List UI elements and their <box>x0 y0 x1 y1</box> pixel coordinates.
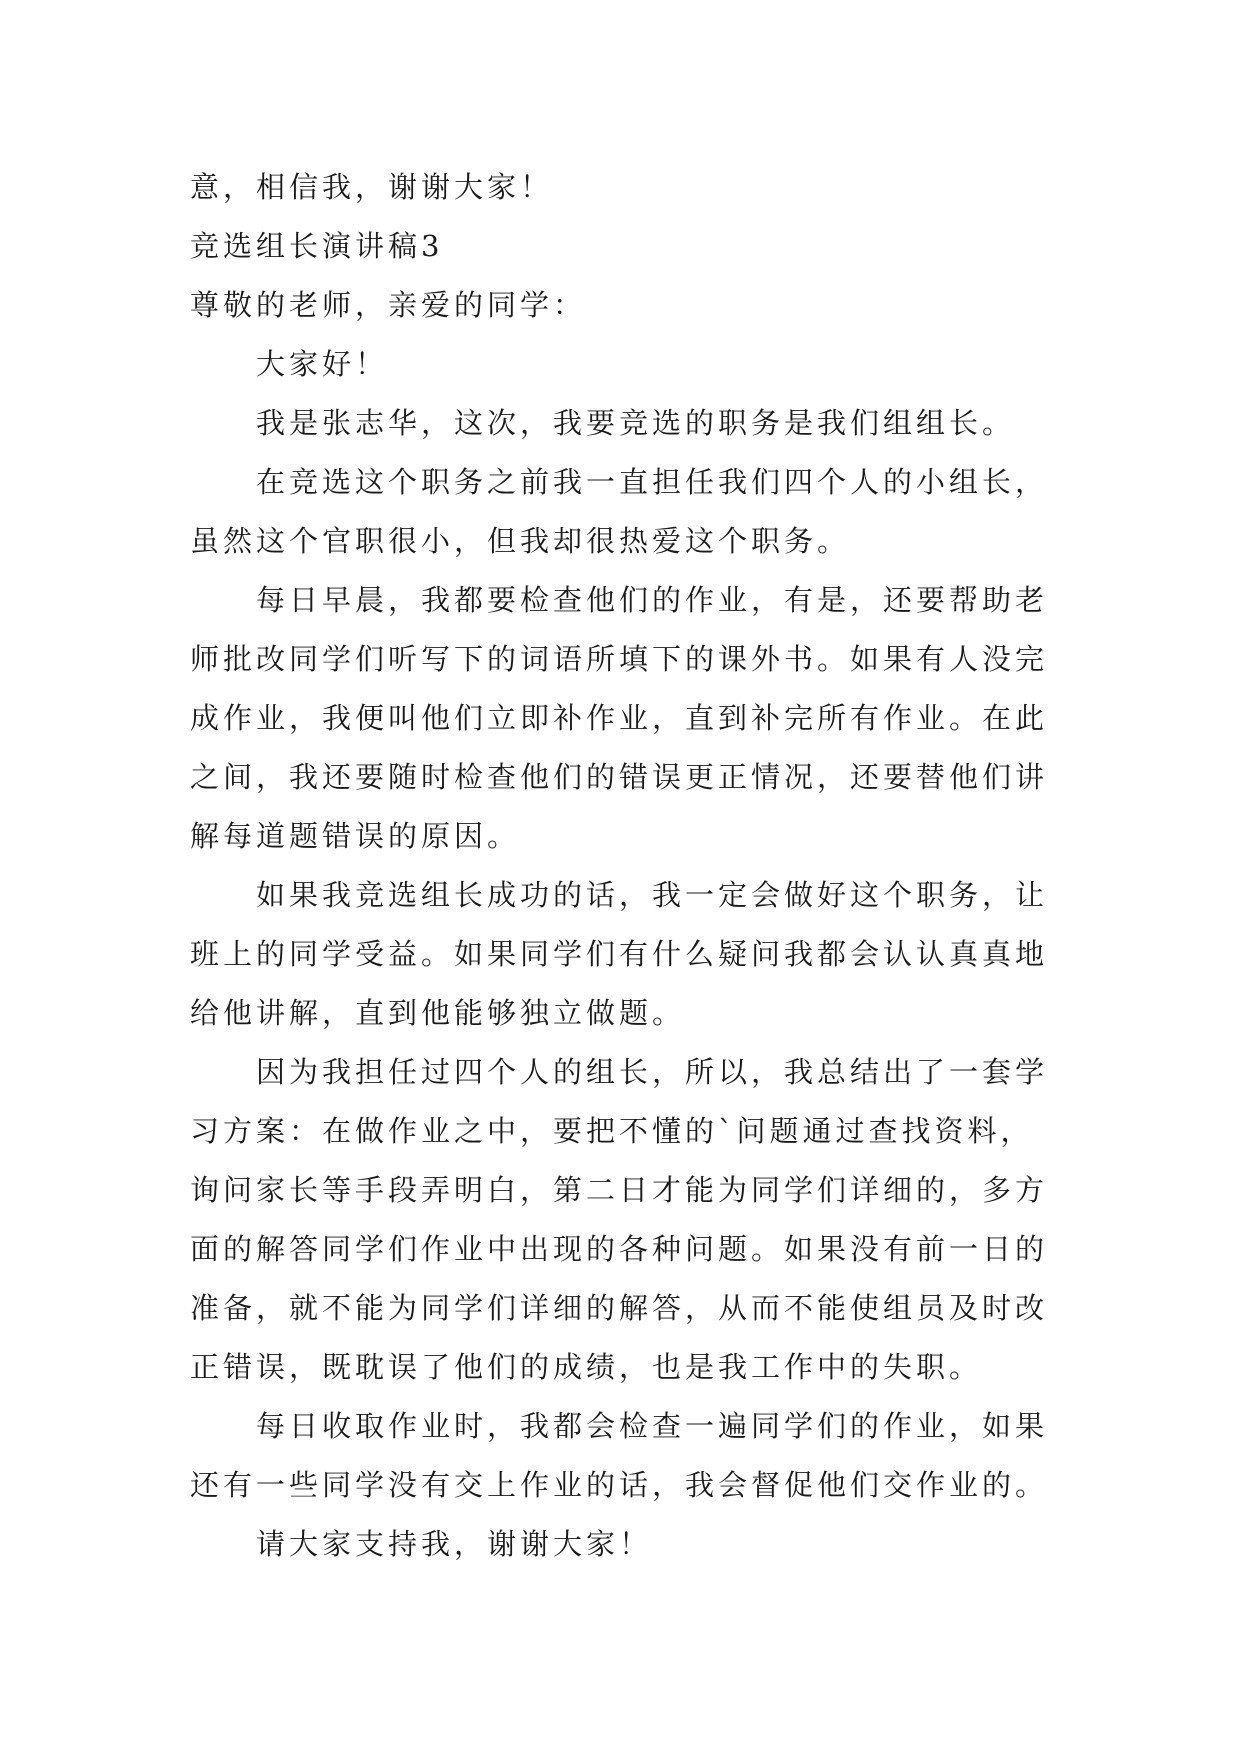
text-line: 意，相信我，谢谢大家！ <box>190 170 554 204</box>
text-line: 班上的同学受益。如果同学们有什么疑问我都会认认真真地 <box>190 937 1049 971</box>
text-line: 准备，就不能为同学们详细的解答，从而不能使组员及时改 <box>190 1291 1049 1325</box>
text-line: 习方案：在做作业之中，要把不懂的`问题通过查找资料， <box>190 1114 1034 1148</box>
section-title: 竞选组长演讲稿3 <box>190 229 444 263</box>
closing-line: 请大家支持我，谢谢大家！ <box>256 1527 653 1561</box>
text-line: 正错误，既耽误了他们的成绩，也是我工作中的失职。 <box>190 1350 983 1384</box>
text-line: 询问家长等手段弄明白，第二日才能为同学们详细的，多方 <box>190 1173 1049 1207</box>
text-line: 每日收取作业时，我都会检查一遍同学们的作业，如果 <box>256 1409 1049 1443</box>
text-line: 给他讲解，直到他能够独立做题。 <box>190 996 686 1030</box>
text-line: 每日早晨，我都要检查他们的作业，有是，还要帮助老 <box>256 583 1049 617</box>
greeting: 大家好！ <box>256 347 389 381</box>
text-line: 面的解答同学们作业中出现的各种问题。如果没有前一日的 <box>190 1232 1049 1266</box>
text-line: 因为我担任过四个人的组长，所以，我总结出了一套学 <box>256 1055 1049 1089</box>
text-line: 成作业，我便叫他们立即补作业，直到补完所有作业。在此 <box>190 701 1049 735</box>
text-line: 之间，我还要随时检查他们的错误更正情况，还要替他们讲 <box>190 760 1049 794</box>
document-body <box>190 158 1070 1574</box>
text-line: 虽然这个官职很小，但我却很热爱这个职务。 <box>190 524 851 558</box>
salutation: 尊敬的老师，亲爱的同学： <box>190 288 587 322</box>
text-line: 解每道题错误的原因。 <box>190 819 521 853</box>
text-line: 还有一些同学没有交上作业的话，我会督促他们交作业的。 <box>190 1468 1049 1502</box>
text-line: 在竞选这个职务之前我一直担任我们四个人的小组长， <box>256 465 1049 499</box>
text-line: 师批改同学们听写下的词语所填下的课外书。如果有人没完 <box>190 642 1049 676</box>
text-line: 我是张志华，这次，我要竞选的职务是我们组组长。 <box>256 406 1016 440</box>
text-line: 如果我竞选组长成功的话，我一定会做好这个职务，让 <box>256 878 1049 912</box>
